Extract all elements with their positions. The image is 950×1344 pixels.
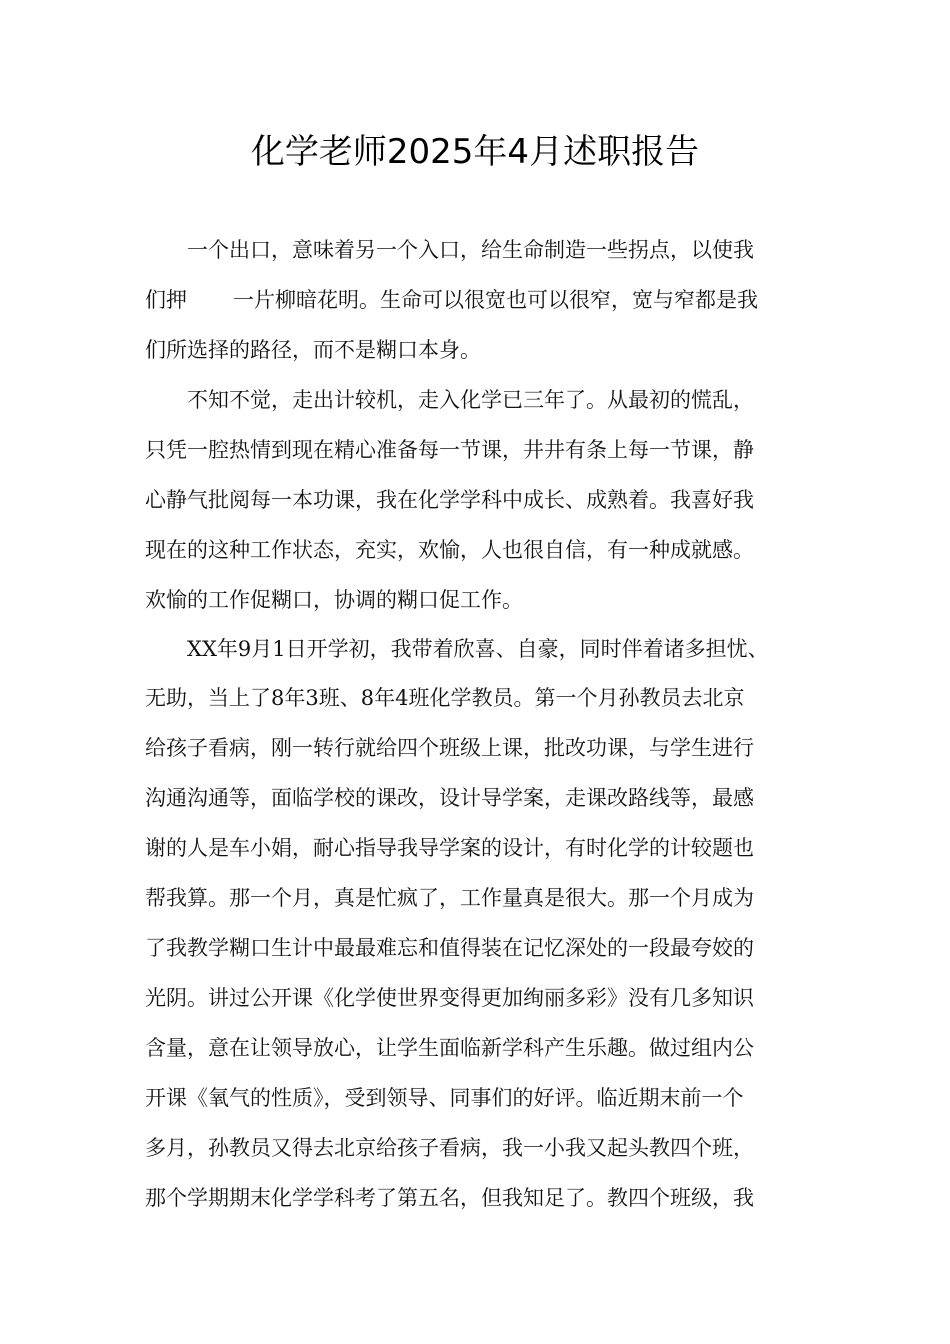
paragraph-fragment: 一片柳暗花明。生命可以很宽也可以很窄，宽与窄都是我 bbox=[233, 288, 758, 312]
paragraph-line: 那个学期期末化学学科考了第五名，但我知足了。教四个班级，我 bbox=[145, 1186, 754, 1210]
paragraph-line: 谢的人是车小娟，耐心指导我导学案的设计，有时化学的计较题也 bbox=[145, 836, 754, 860]
paragraph-line: XX年9月1日开学初，我带着欣喜、自豪，同时伴着诸多担忧、 bbox=[187, 637, 769, 661]
paragraph-line: 一个出口，意味着另一个入口，给生命制造一些拐点，以使我 bbox=[187, 238, 754, 262]
paragraph-line: 现在的这种工作状态，充实，欢愉，人也很自信，有一种成就感。 bbox=[145, 538, 754, 562]
paragraph-line bbox=[145, 286, 758, 314]
paragraph-line: 沟通沟通等，面临学校的课改，设计导学案，走课改路线等，最感 bbox=[145, 786, 754, 810]
paragraph-line: 开课《氧气的性质》，受到领导、同事们的好评。临近期末前一个 bbox=[145, 1086, 744, 1110]
paragraph-line: 帮我算。那一个月，真是忙疯了，工作量真是很大。那一个月成为 bbox=[145, 886, 754, 910]
paragraph-line: 欢愉的工作促糊口，协调的糊口促工作。 bbox=[145, 588, 523, 612]
paragraph-line: 无助，当上了8年3班、8年4班化学教员。第一个月孙教员去北京 bbox=[145, 686, 745, 710]
paragraph-line: 不知不觉，走出计较机，走入化学已三年了。从最初的慌乱， bbox=[187, 388, 754, 412]
paragraph-line: 含量，意在让领导放心，让学生面临新学科产生乐趣。做过组内公 bbox=[145, 1036, 754, 1060]
paragraph-line: 给孩子看病，刚一转行就给四个班级上课，批改功课，与学生进行 bbox=[145, 736, 754, 760]
paragraph-line: 心静气批阅每一本功课，我在化学学科中成长、成熟着。我喜好我 bbox=[145, 488, 754, 512]
paragraph-line: 光阴。讲过公开课《化学使世界变得更加绚丽多彩》没有几多知识 bbox=[145, 986, 754, 1010]
paragraph-line: 们所选择的路径，而不是糊口本身。 bbox=[145, 338, 481, 362]
paragraph-fragment: 们押 bbox=[145, 288, 187, 312]
document-title: 化学老师2025年4月述职报告 bbox=[250, 132, 700, 172]
paragraph-line: 只凭一腔热情到现在精心准备每一节课，井井有条上每一节课，静 bbox=[145, 438, 754, 462]
paragraph-line: 多月，孙教员又得去北京给孩子看病，我一小我又起头教四个班， bbox=[145, 1136, 754, 1160]
paragraph-line: 了我教学糊口生计中最最难忘和值得装在记忆深处的一段最夸姣的 bbox=[145, 936, 754, 960]
